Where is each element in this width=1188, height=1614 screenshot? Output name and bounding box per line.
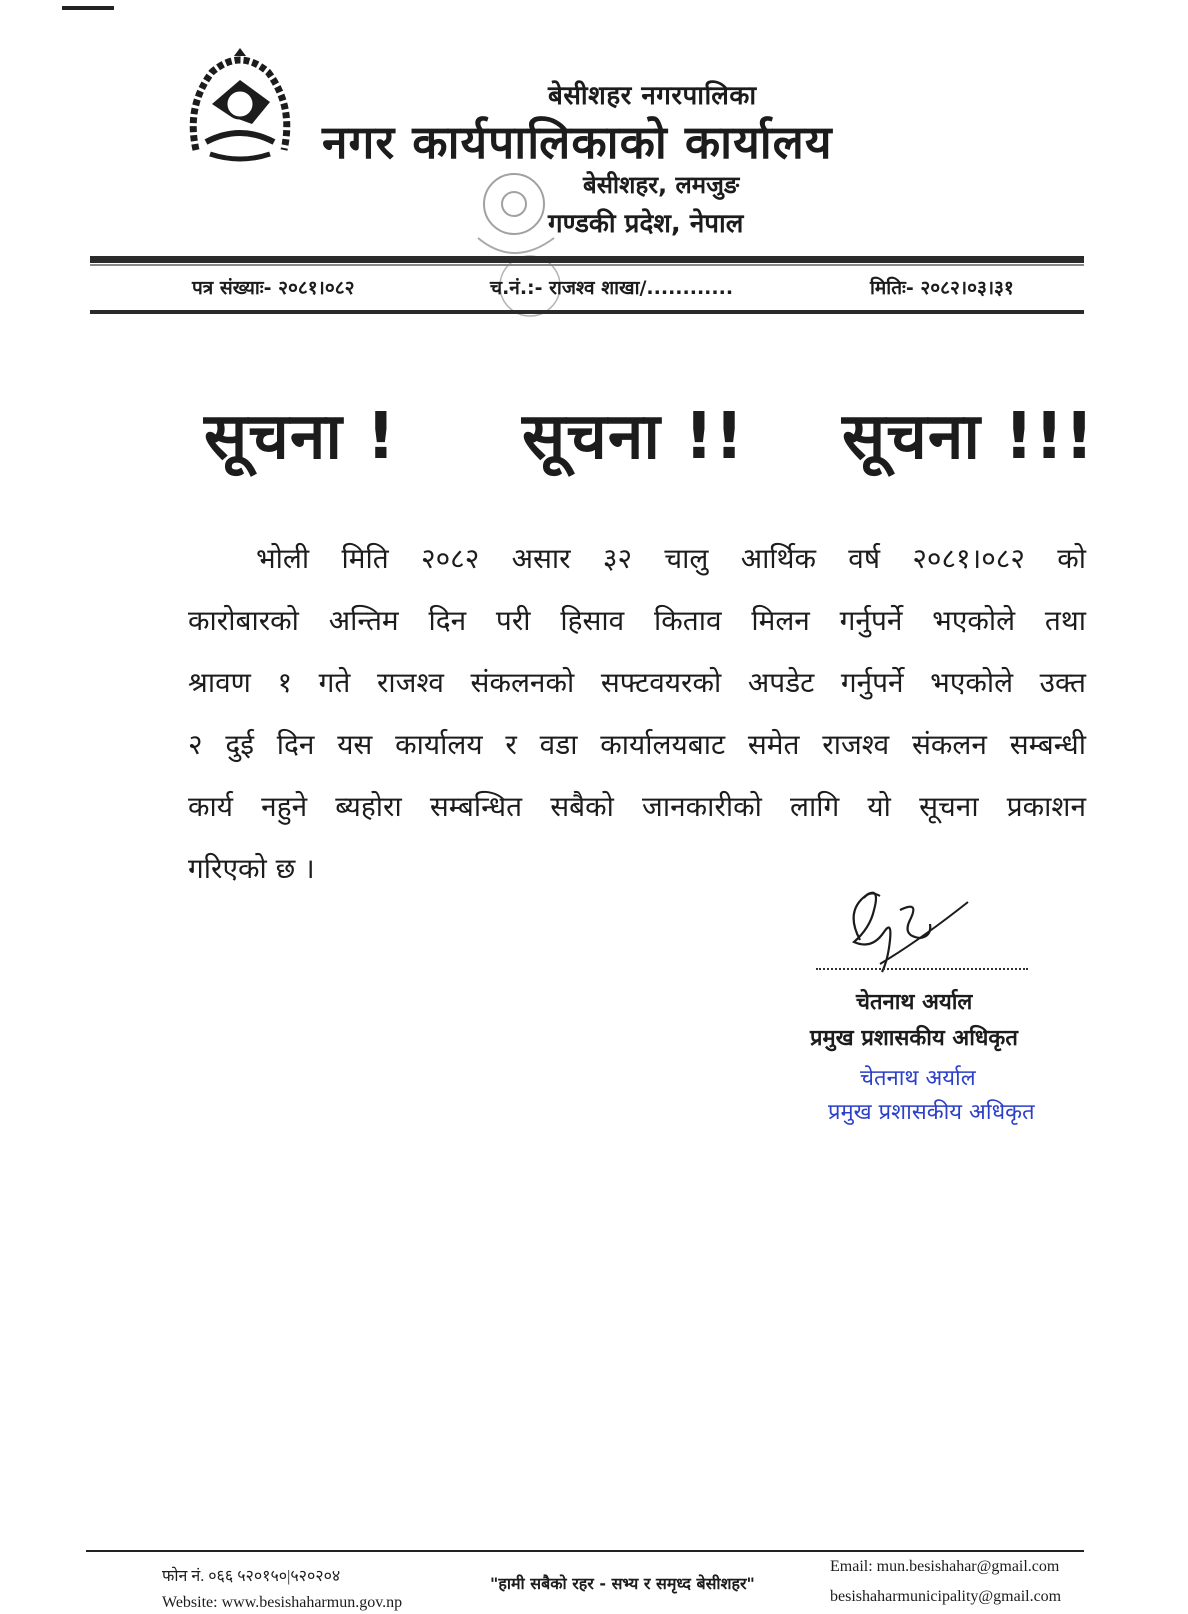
notice-heading-1: सूचना ! [204,400,397,474]
municipality-name: बेसीशहर नगरपालिका [548,81,757,111]
footer-email-primary: Email: mun.besishahar@gmail.com [830,1558,1060,1575]
footer-rule [86,1550,1084,1552]
stamp-signer-title: प्रमुख प्रशासकीय अधिकृत [828,1100,1035,1125]
body-line: श्रावण १ गते राजश्व संकलनको सफ्टवयरको अपडेट गर्नुपर्ने भएकोले उक्त [188,666,1086,699]
body-line: कार्य नहुने ब्यहोरा सम्बन्धित सबैको जानकारीको लागि यो सूचना प्रकाशन [188,790,1086,823]
stamp-signer-name: चेतनाथ अर्याल [860,1066,976,1091]
office-seal-stamp [474,168,584,328]
signature-line [816,968,1028,970]
footer-phone: फोन नं. ०६६ ५२०१५०|५२०२०४ [162,1568,341,1585]
body-line: गरिएको छ । [188,852,315,885]
notice-heading-3: सूचना !!! [842,400,1095,474]
header-rule-thin [90,264,1084,266]
body-line: भोली मिति २०८२ असार ३२ चालु आर्थिक वर्ष २०८१।०८२ को [256,542,1086,575]
body-line: २ दुई दिन यस कार्यालय र वडा कार्यालयबाट समेत राजश्व संकलन सम्बन्धी [188,728,1086,761]
body-line: कारोबारको अन्तिम दिन परी हिसाव किताव मिलन गर्नुपर्ने भएकोले तथा [188,604,1086,637]
scan-edge-artifact [62,6,114,10]
notice-body [188,528,1086,900]
letter-date: मितिः- २०८२।०३।३१ [870,277,1014,299]
footer-email-secondary: besishaharmunicipality@gmail.com [830,1588,1062,1605]
footer-website: Website: www.besishaharmun.gov.np [162,1594,403,1611]
header-rule-thick [90,256,1084,263]
dispatch-section: च.नं.:- राजश्व शाखा/............ [490,277,734,299]
meta-rule [90,310,1084,314]
notice-heading-2: सूचना !! [522,400,745,474]
signer-title: प्रमुख प्रशासकीय अधिकृत [810,1026,1018,1051]
nepal-emblem-logo [182,46,298,166]
letter-number: पत्र संख्याः- २०८१।०८२ [192,277,355,299]
handwritten-signature [840,880,980,976]
office-name: नगर कार्यपालिकाको कार्यालय [322,115,833,169]
office-location: बेसीशहर, लमजुङ [583,171,740,199]
signer-name: चेतनाथ अर्याल [856,990,973,1015]
footer-slogan: "हामी सबैको रहर - सभ्य र समृध्द बेसीशहर" [490,1574,755,1593]
office-province: गण्डकी प्रदेश, नेपाल [548,209,744,239]
